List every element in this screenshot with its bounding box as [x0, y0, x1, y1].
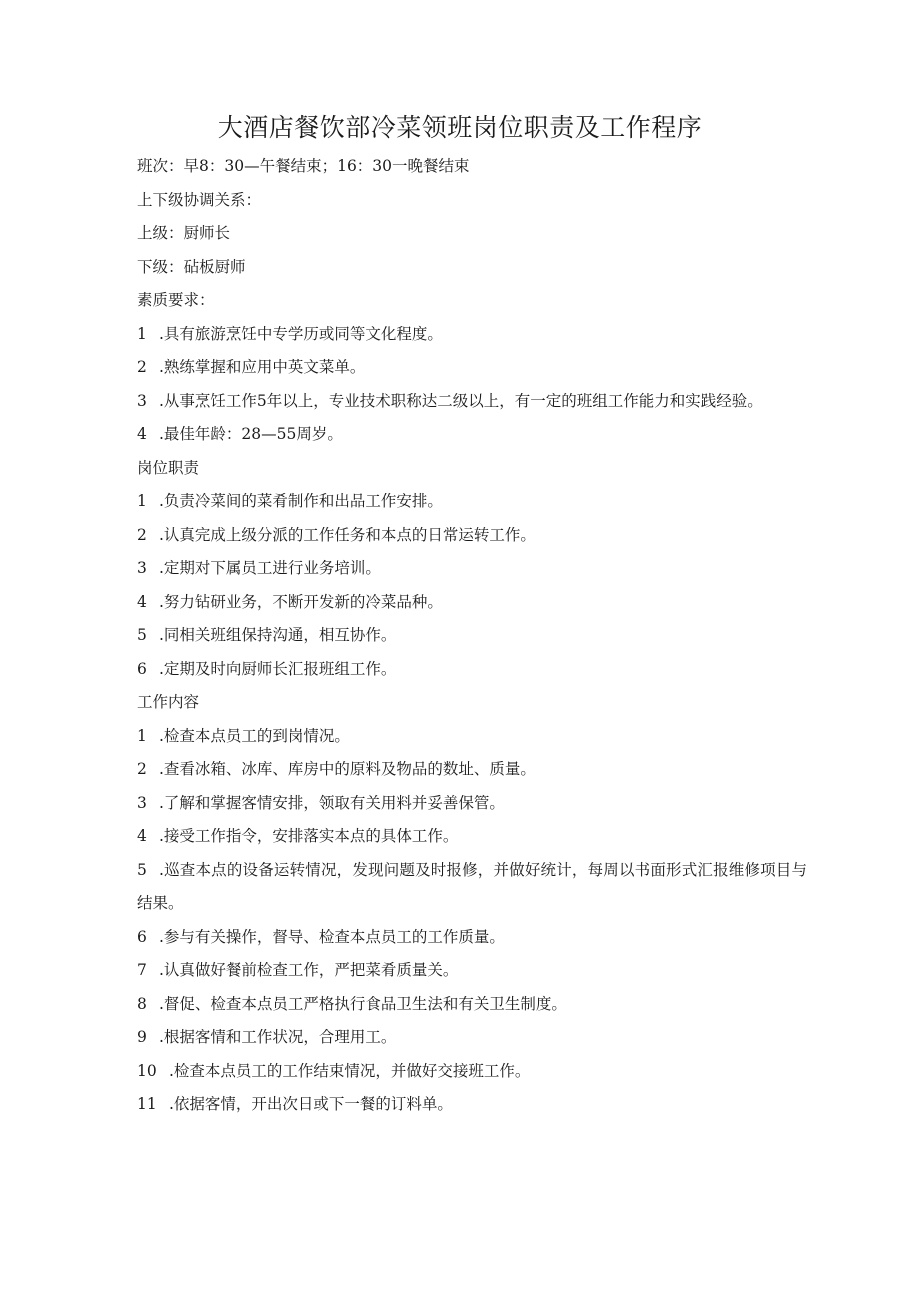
duty-item-4 — [137, 586, 807, 620]
item-number: 2 — [137, 760, 147, 778]
item-number: 1 — [137, 726, 147, 745]
item-number: 10 — [137, 1061, 157, 1080]
item-text: .熟练掌握和应用中英文菜单。 — [159, 358, 366, 376]
item-number: 4 — [137, 425, 147, 443]
item-number: 7 — [137, 961, 147, 979]
item-number: 9 — [137, 1028, 147, 1046]
item-text: .从事烹饪工作5年以上，专业技术职称达二级以上，有一定的班组工作能力和实践经验。 — [159, 391, 763, 410]
item-text: .参与有关操作，督导、检查本点员工的工作质量。 — [159, 927, 505, 946]
duty-item-1 — [137, 485, 807, 519]
work-item-9 — [137, 1021, 807, 1055]
quality-heading: 素质要求： — [137, 291, 215, 309]
item-text: .认真完成上级分派的工作任务和本点的日常运转工作。 — [159, 525, 536, 544]
item-text: .负责冷菜间的菜肴制作和出品工作安排。 — [159, 492, 443, 510]
item-number: 3 — [137, 559, 147, 577]
work-item-10 — [137, 1055, 807, 1089]
item-text: .具有旅游烹饪中专学历或同等文化程度。 — [159, 324, 443, 343]
item-number: 5 — [137, 860, 147, 879]
superior-line: 上级：厨师长 — [137, 224, 231, 242]
work-item-8 — [137, 988, 807, 1022]
item-number: 3 — [137, 793, 147, 812]
item-text: .了解和掌握客情安排，领取有关用料并妥善保管。 — [159, 793, 505, 812]
duty-heading: 岗位职责 — [137, 458, 200, 477]
duty-item-5 — [137, 619, 807, 653]
quality-item-1 — [137, 318, 807, 352]
item-text: .检查本点员工的工作结束情况，并做好交接班工作。 — [169, 1061, 531, 1080]
item-text: .同相关班组保持沟通，相互协作。 — [159, 626, 397, 644]
item-text: .接受工作指令，安排落实本点的具体工作。 — [159, 827, 459, 845]
duty-item-6 — [137, 653, 807, 687]
item-text: .努力钻研业务，不断开发新的冷菜品种。 — [159, 592, 443, 611]
work-item-2 — [137, 753, 807, 787]
item-text: .督促、检查本点员工严格执行食品卫生法和有关卫生制度。 — [159, 994, 567, 1013]
work-item-7 — [137, 954, 807, 988]
item-number: 1 — [137, 492, 147, 510]
shift-line: 班次：早8：30—午餐结束；16：30一晚餐结束 — [137, 157, 470, 175]
work-item-5 — [137, 854, 807, 921]
work-item-1 — [137, 720, 807, 754]
item-number: 3 — [137, 391, 147, 410]
document-title: 大酒店餐饮部冷菜领班岗位职责及工作程序 — [217, 113, 703, 142]
item-text: .检查本点员工的到岗情况。 — [159, 726, 350, 745]
item-text: .依据客情，开出次日或下一餐的订料单。 — [169, 1095, 453, 1113]
item-text: .定期对下属员工进行业务培训。 — [159, 559, 381, 577]
work-item-3 — [137, 787, 807, 821]
item-text: .查看冰箱、冰库、库房中的原料及物品的数址、质量。 — [159, 760, 536, 778]
work-heading: 工作内容 — [137, 693, 200, 711]
item-number: 4 — [137, 827, 147, 845]
item-number: 11 — [137, 1095, 157, 1113]
work-item-4 — [137, 820, 807, 854]
item-text: .巡查本点的设备运转情况，发现问题及时报修，并做好统计，每周以书面形式汇报维修项目与结果。 — [137, 860, 807, 912]
relation-heading: 上下级协调关系： — [137, 190, 262, 209]
duty-item-3 — [137, 552, 807, 586]
item-text: .根据客情和工作状况，合理用工。 — [159, 1028, 397, 1046]
item-number: 1 — [137, 324, 147, 343]
quality-item-2 — [137, 351, 807, 385]
quality-item-4 — [137, 418, 807, 452]
document-body — [137, 150, 807, 1122]
item-number: 4 — [137, 592, 147, 611]
item-text: .认真做好餐前检查工作，严把菜肴质量关。 — [159, 961, 459, 979]
item-number: 6 — [137, 927, 147, 946]
duty-item-2 — [137, 519, 807, 553]
item-number: 2 — [137, 525, 147, 544]
item-number: 6 — [137, 659, 147, 678]
quality-item-3 — [137, 385, 807, 419]
subordinate-line: 下级：砧板厨师 — [137, 257, 246, 276]
item-number: 5 — [137, 626, 147, 644]
work-item-6 — [137, 921, 807, 955]
item-text: .最佳年龄：28—55周岁。 — [159, 425, 343, 443]
item-number: 8 — [137, 994, 147, 1013]
work-item-11 — [137, 1088, 807, 1122]
item-number: 2 — [137, 358, 147, 376]
item-text: .定期及时向厨师长汇报班组工作。 — [159, 659, 397, 678]
